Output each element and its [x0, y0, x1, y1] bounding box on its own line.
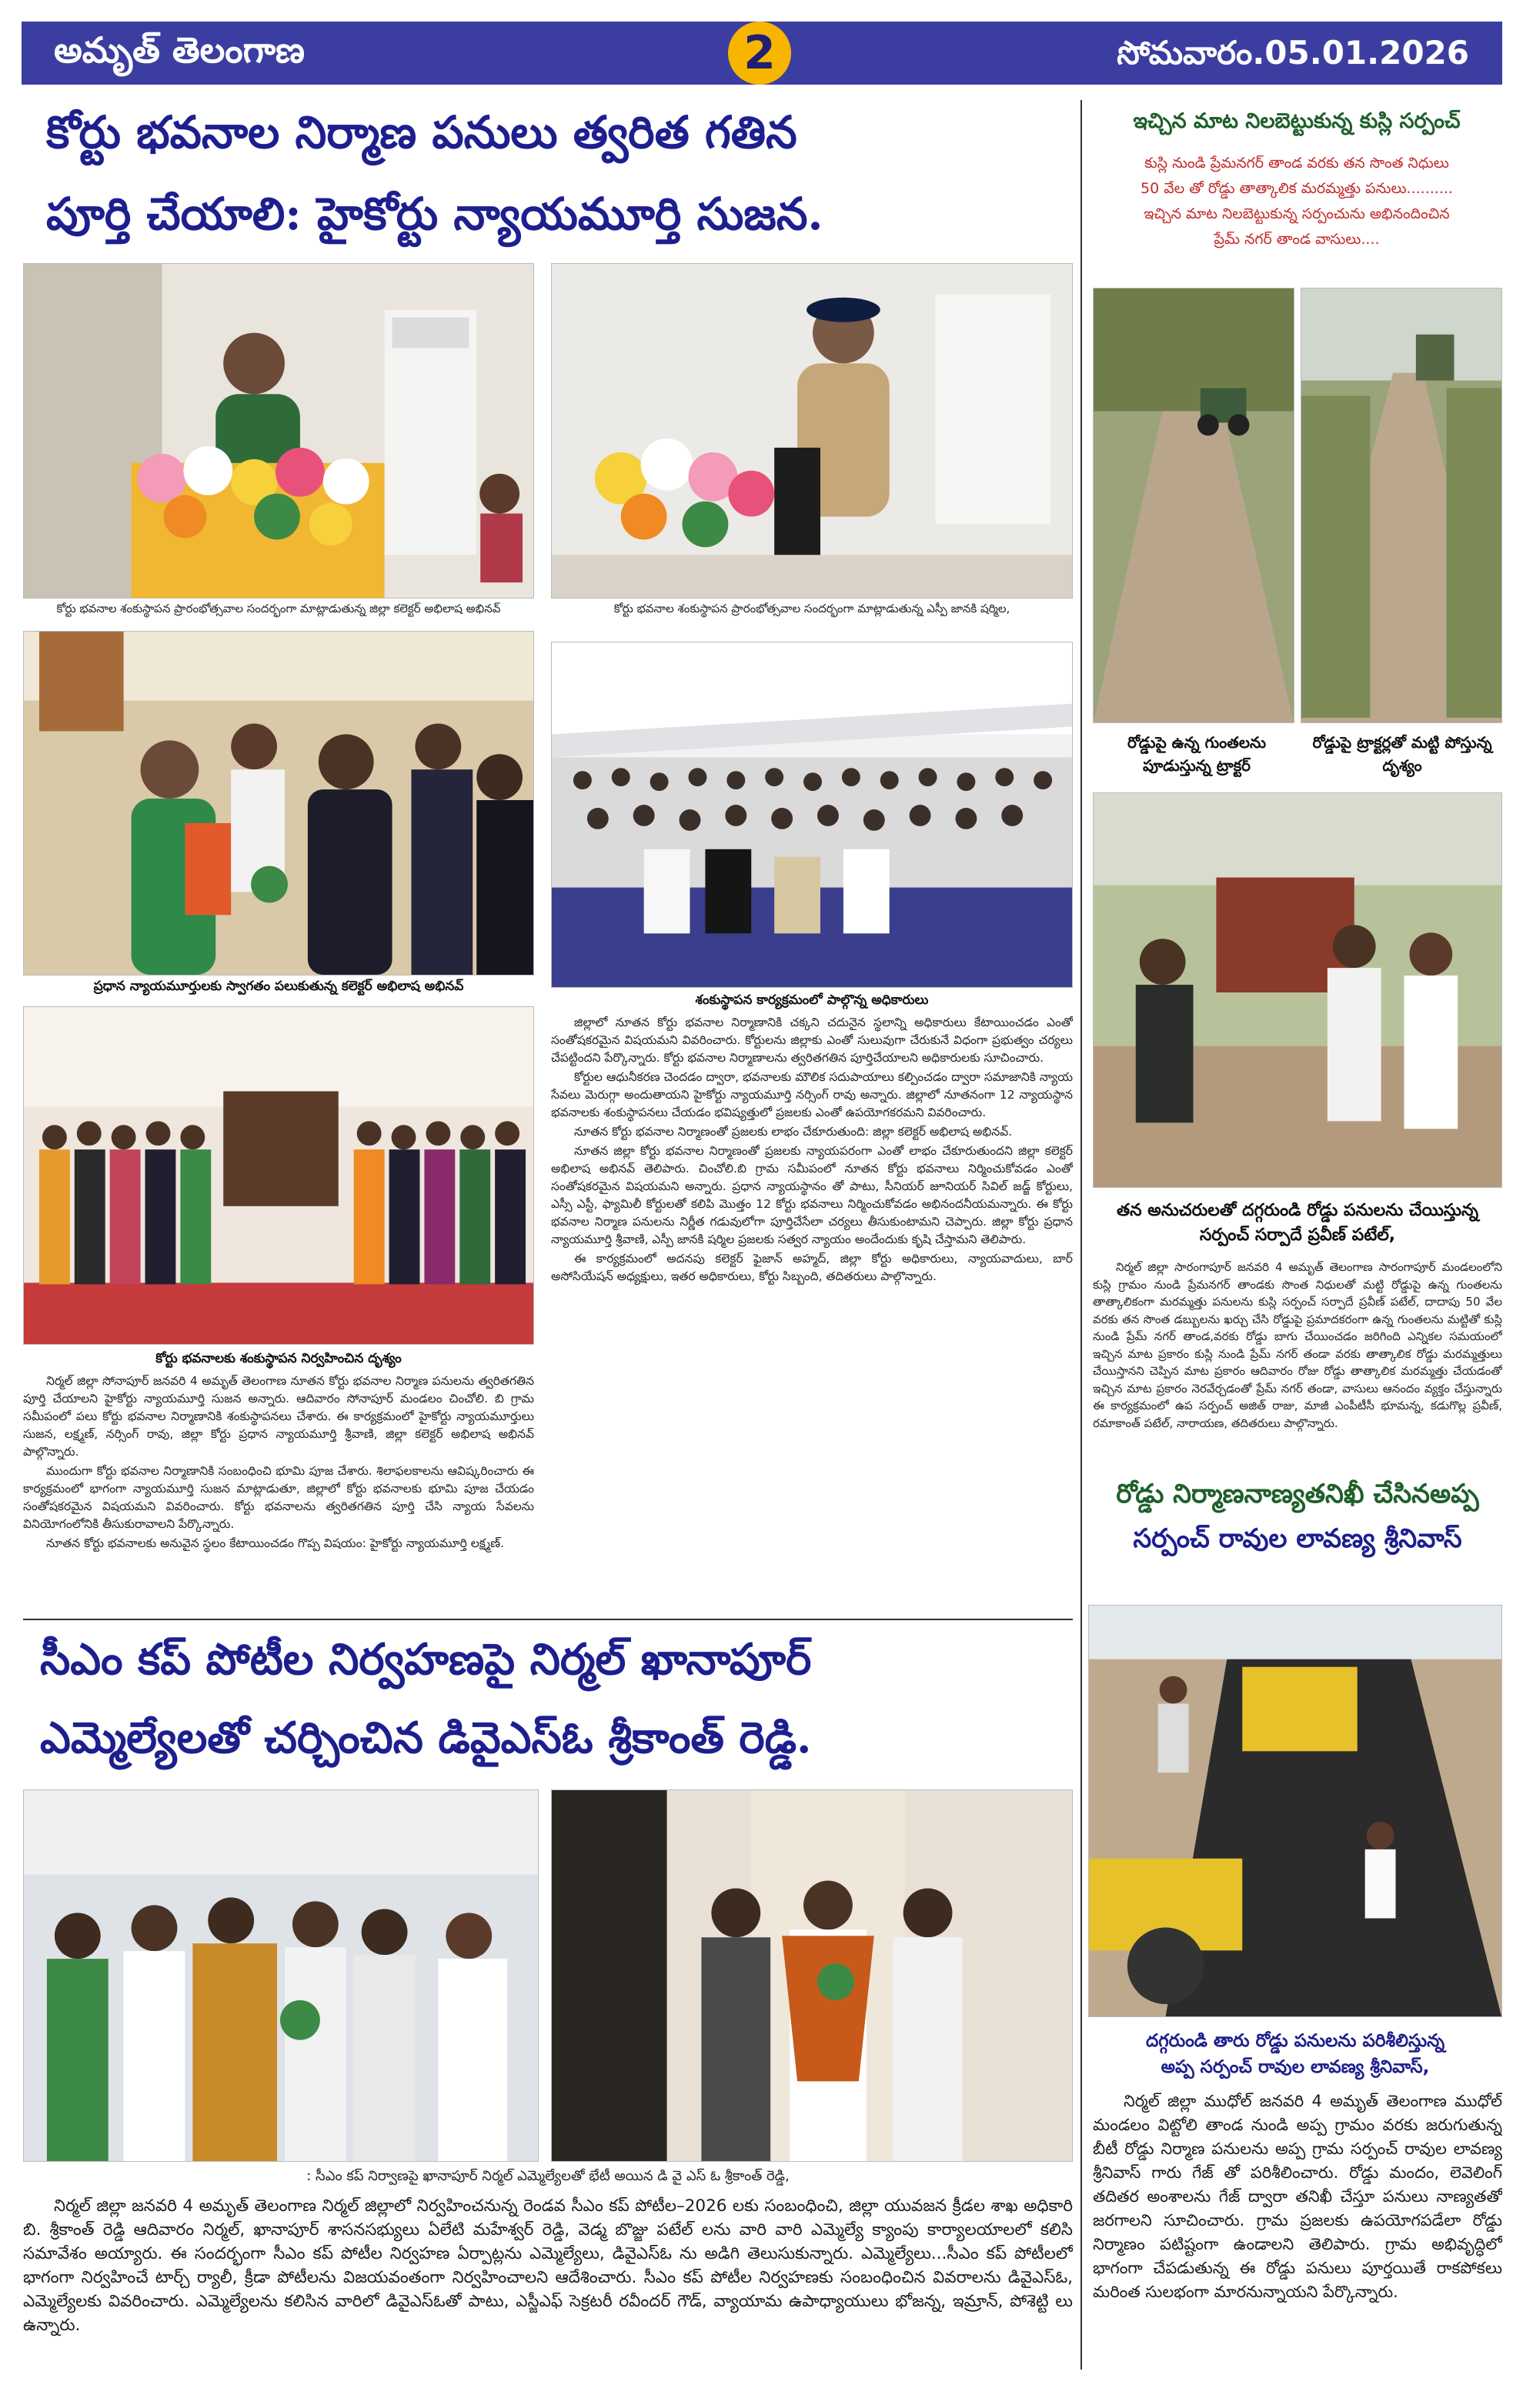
- court-headline-line2: పూర్తి చేయాలి: హైకోర్టు న్యాయమూర్తి సుజన.: [46, 188, 823, 240]
- caption-road-line1: దగ్గరుండి తారు రోడ్డు పనులను పరిశీలిస్తున్న: [1145, 2031, 1445, 2051]
- court-para-8: ఈ కార్యక్రమంలో అదనపు కలెక్టర్ ఫైజాన్ అహ్మద్, జిల్లా కోర్టు అధికారులు, న్యాయవాదులు, బార్ అసోసియేషన్ అధ్యక్షులు, ఇతర అధికారులు, కోర్టు సిబ్బంది, తదితరులు పాల్గొన్నారు.: [551, 1252, 1073, 1283]
- caption-photo-ceremony: కోర్టు భవనాలకు శంకుస్థాపన నిర్వహించిన దృశ్యం: [155, 1351, 402, 1366]
- sarpanch-red-summary: [1093, 151, 1501, 252]
- photo-sp-speaking: [551, 263, 1073, 599]
- photo-sarpanch-group: [1093, 792, 1502, 1188]
- photo-cmcup-nirmal: [551, 1789, 1073, 2162]
- red-line-3: ఇచ్చిన మాట నిలబెట్టుకున్న సర్పంచును అభినందించిన: [1144, 205, 1450, 222]
- court-body-right: [551, 1014, 1073, 1609]
- sarpanch-headline: ఇచ్చిన మాట నిలబెట్టుకున్న కుస్లి సర్పంచ్: [1133, 109, 1461, 133]
- court-para-6: నూతన కోర్టు భవనాల నిర్మాణంతో ప్రజలకు లాభం చేకూరుతుంది: జిల్లా కలెక్టర్ అభిలాష అభినవ్.: [574, 1125, 1013, 1139]
- court-para-5: కోర్టుల ఆధునీకరణ చెందడం ద్వారా, భవనాలకు మౌలిక సదుపాయాలు కల్పించడం ద్వారా సమాజానికి న్యాయ సేవలు మెరుగ్గా అందుతాయని హైకోర్టు న్యాయమూర్తి నర్సింగ్ రావు అన్నారు. జిల్లాలో నూతనంగా 12 న్యాయస్థాన భవనాలకు శంకుస్థాపనలు చేయడం భవిష్యత్తులో ప్రజలకు ఎంతో ఉపయోగకరమని వివరించారు.: [551, 1070, 1073, 1119]
- court-body-left: [23, 1372, 534, 1609]
- caption-photo-officials: శంకుస్థాపన కార్యక్రమంలో పాల్గొన్న అధికారులు: [695, 992, 929, 1008]
- caption-sarpanch-group: తన అనుచరులతో దగ్గరుండి రోడ్డు పనులను చేయిస్తున్న సర్పంచ్ సర్పాదే ప్రవీణ్ పటేల్,: [1117, 1201, 1478, 1245]
- column-divider: [1080, 100, 1082, 2370]
- caption-cmcup: : సీఎం కప్ నిర్వాణపై ఖానాపూర్ నిర్మల్ ఎమ్మెల్యేలతో భేటీ అయిన డి వై ఎస్ ఓ శ్రీకాంత్ రెడ్డి,: [306, 2168, 790, 2184]
- court-para-4: జిల్లాలో నూతన కోర్టు భవనాల నిర్మాణానికి చక్కని చదునైన స్థలాన్ని అధికారులు కేటాయించడం ఎంతో సంతోషకరమైన విషయమని వివరించారు. కోర్టులను జిల్లాకు ఎంతో సులువుగా చేరుకునే విధంగా ప్రభుత్వం చర్యలు చేపట్టిందని పేర్కొన్నారు. కోర్టు భవనాల నిర్మాణాలను త్వరితగతిన పూర్తిచేయాలని అధికారులకు సూచించారు.: [551, 1016, 1073, 1065]
- caption-photo-sp: కోర్టు భవనాల శంకుస్థాపన ప్రారంభోత్సవాల సందర్భంగా మాట్లాడుతున్న ఎస్పీ జానకి షర్మిల,: [613, 602, 1010, 615]
- cmcup-body: [23, 2194, 1073, 2371]
- photo-collector-welcome: [23, 631, 534, 976]
- section-divider: [23, 1619, 1073, 1620]
- red-line-1: కుస్లి నుండి ప్రేమనగర్ తాండ వరకు తన సొంత నిధులు: [1144, 155, 1449, 172]
- photo-officials-audience: [551, 642, 1073, 988]
- court-headline-line1: కోర్టు భవనాల నిర్మాణ పనులు త్వరిత గతిన: [46, 106, 797, 158]
- road-headline-line2: సర్పంచ్ రావుల లావణ్య శ్రీనివాస్: [1133, 1523, 1462, 1554]
- photo-road-rollers: [1088, 1605, 1502, 2017]
- court-para-2: ముందుగా కోర్టు భవనాల నిర్మాణానికి సంబంధించి భూమి పూజ చేశారు. శిలాఫలకాలను ఆవిష్కరించారు ఈ కార్యక్రమంలో భాగంగా న్యాయమూర్తి సుజన మాట్లాడుతూ, జిల్లాలో కోర్టు భవనాలకు భూమి పూజ చేయడం సంతోషకరమైన విషయమని వివరించారు. కోర్టు భవనాలను త్వరితగతిన పూర్తి చేసి న్యాయ సేవలను వినియోగంలోనికి తీసుకురావాలని పేర్కొన్నారు.: [23, 1464, 534, 1531]
- paper-name: అమృత్ తెలంగాణ: [54, 29, 305, 71]
- road-body: [1093, 2089, 1502, 2373]
- photo-collector-speaking: [23, 263, 534, 599]
- road-headline-line1: రోడ్డు నిర్మాణనాణ్యతనిఖీ చేసినఅప్ప: [1116, 1479, 1479, 1509]
- photo-tractor-soil: [1301, 288, 1502, 723]
- photo-tractor-filling: [1093, 288, 1294, 723]
- road-para: నిర్మల్ జిల్లా ముధోల్ జనవరి 4 అమృత్ తెలంగాణ ముధోల్ మండలం విట్టోలి తాండ నుండి అప్ప గ్రామం వరకు జరుగుతున్న బీటీ రోడ్డు నిర్మాణ పనులను అప్ప గ్రామ సర్పంచ్ రావుల లావణ్య శ్రీనివాస్ గారు గేజ్ తో పరిశీలించారు. రోడ్డు మందం, లెవెలింగ్ తదితర అంశాలను గేజ్ ద్వారా తనిఖీ చేస్తూ పనులు నాణ్యతతో జరగాలని సూచించారు. గ్రామ ప్రజలకు ఉపయోగపడేలా రోడ్డు నిర్మాణం పటిష్టంగా ఉండాలని తెలిపారు. గ్రామ అభివృద్ధిలో భాగంగా చేపడుతున్న ఈ రోడ్డు పనులు పూర్తయితే రాకపోకలు మరింత సులభంగా మారనున్నాయని పేర్కొన్నారు.: [1093, 2092, 1502, 2301]
- photo-cmcup-khanapur: [23, 1789, 539, 2162]
- cmcup-headline-line1: సీఎం కప్ పోటీల నిర్వహణపై నిర్మల్ ఖానాపూర్: [40, 1634, 812, 1685]
- caption-tractor-left: రోడ్డుపై ఉన్న గుంతలను పూడుస్తున్న ట్రాక్టర్: [1127, 733, 1266, 775]
- caption-photo-welcome: ప్రధాన న్యాయమూర్తులకు స్వాగతం పలుకుతున్న కలెక్టర్ అభిలాష అభినవ్: [93, 979, 464, 994]
- caption-tractor-right: రోడ్డుపై ట్రాక్టర్లతో మట్టి పోస్తున్న దృశ్యం: [1312, 733, 1492, 775]
- caption-road-inspection: [1088, 2028, 1502, 2080]
- caption-photo-collector: కోర్టు భవనాల శంకుస్థాపన ప్రారంభోత్సవాల సందర్భంగా మాట్లాడుతున్న జిల్లా కలెక్టర్ అభిలాష అభినవ్: [56, 602, 501, 615]
- red-line-2: 50 వేల తో రోడ్డు తాత్కాలిక మరమ్మత్తు పనులు..........: [1141, 180, 1453, 197]
- sarpanch-body: [1093, 1259, 1502, 1471]
- page-number-badge: 2: [728, 22, 791, 85]
- court-para-7: నూతన జిల్లా కోర్టు భవనాల నిర్మాణంతో ప్రజలకు న్యాయపరంగా ఎంతో లాభం చేకూరుతుందని జిల్లా కలెక్టర్ అభిలాష అభినవ్ తెలిపారు. చించోలి.బి గ్రామ సమీపంలో నూతన కోర్టు భవనాలు నిర్మించుకోవడం ఎంతో సంతోషకరమైన విషయమని అన్నారు. ప్రధాన న్యాయస్థానం తో పాటు, సీనియర్ జూనియర్ సివిల్ జడ్జ్ కోర్టులు, ఎస్సీ ఎస్టీ, ఫ్యామిలీ కోర్టులతో కలిపి మొత్తం 12 కోర్టు భవనాలు నిర్మించుకోవడం అభినందనీయమన్నారు. ఈ కోర్టు భవనాల నిర్మాణ పనులను నిర్ణీత గడువులోగా పూర్తిచేసేలా చర్యలు తీసుకుంటామని చెప్పారు. జిల్లా కోర్టు ప్రధాన న్యాయమూర్తి శ్రీవాణి, ఎస్పీ జానకి షర్మిల ప్రజలకు సత్వర న్యాయం అందేందుకు కృషి చేస్తామని తెలిపారు.: [551, 1144, 1073, 1246]
- cmcup-headline-line2: ఎమ్మెల్యేలతో చర్చించిన డివైఎస్ఓ శ్రీకాంత్ రెడ్డి.: [40, 1713, 812, 1763]
- red-line-4: ప్రేమ్ నగర్ తాండ వాసులు....: [1214, 231, 1380, 248]
- photo-foundation-ceremony: [23, 1006, 534, 1345]
- sarpanch-para: నిర్మల్ జిల్లా సారంగాపూర్ జనవరి 4 అమృత్ తెలంగాణ సారంగాపూర్ మండలంలోని కుస్లి గ్రామం నుండి ప్రేమనగర్ తాండకు సొంత నిధులతో మట్టి రోడ్డుపై ఉన్న గుంతలను తాత్కాలికంగా మరమ్మత్తు పనులను కుస్లి సర్పంచ్ సర్పాదే ప్రవీణ్ పటేల్, దాదాపు 50 వేల వరకు తన సొంత డబ్బులను ఖర్చు చేసి రోడ్డుపై ప్రమాదకరంగా ఉన్న గుంతలను మట్టితో కుస్లి నుండి ప్రేమ్ నగర్ తాండ,వరకు రోడ్డు బాగు చేయించడం జరిగింది ఎన్నికల సమయంలో ఇచ్చిన మాట ప్రకారం కుస్లి నుండి ప్రేమ్ నగర్ తండా వరకు తాత్కాలిక రోడ్డు మరమ్మత్తులు చేయిస్తానని చెప్పిన మాట ప్రకారం ఆదివారం రోజు రోడ్డు తాత్కాలిక మరమ్మత్తు చేయడంతో ఇచ్చిన మాట ప్రకారం నెరవేర్చడంతో ప్రేమ్ నగర్ తండా, వాసులు ఆనందం వ్యక్తం చేస్తున్నారు ఈ కార్యక్రమంలో ఉప సర్పంచ్ అజిత్ రాజు, మాజీ ఎంపీటీసీ భూమన్న, కడుగొల్ల ప్రవీణ్, రమాకాంత్ పటేల్, నారాయణ, తదితరులు పాల్గొన్నారు.: [1093, 1260, 1502, 1430]
- court-para-1: నిర్మల్ జిల్లా సోనాపూర్ జనవరి 4 అమృత్ తెలంగాణ నూతన కోర్టు భవనాల నిర్మాణ పనులను త్వరితగతిన పూర్తి చేయాలని హైకోర్టు న్యాయమూర్తి సుజన అన్నారు. ఆదివారం సోనాపూర్ మండలం చించోలి. బి గ్రామ సమీపంలో పలు కోర్టు భవనాల నిర్మాణానికి శంకుస్థాపనలు చేశారు. ఈ కార్యక్రమంలో హైకోర్టు న్యాయమూర్తులు సుజన, లక్ష్మణ్, నర్సింగ్ రావు, జిల్లా కోర్టు ప్రధాన న్యాయమూర్తి శ్రీవాణి, జిల్లా కలెక్టర్ అభిలాష అభినవ్ పాల్గొన్నారు.: [23, 1374, 534, 1459]
- caption-road-line2: అప్ప సర్పంచ్ రావుల లావణ్య శ్రీనివాస్,: [1161, 2057, 1430, 2077]
- cmcup-para: నిర్మల్ జిల్లా జనవరి 4 అమృత్ తెలంగాణ నిర్మల్ జిల్లాలో నిర్వహించనున్న రెండవ సీఎం కప్ పోటీల–2026 లకు సంబంధించి, జిల్లా యువజన క్రీడల శాఖ అధికారి బి. శ్రీకాంత్ రెడ్డి ఆదివారం నిర్మల్, ఖానాపూర్ శాసనసభ్యులు ఏలేటి మహేశ్వర్ రెడ్డి, వెడ్మ బొజ్జు పటేల్ లను వారి వారి ఎమ్మెల్యే క్యాంపు కార్యాలయాలలో కలిసి సమావేశం అయ్యారు. ఈ సందర్భంగా సీఎం కప్ పోటీల నిర్వహణ ఏర్పాట్లను ఎమ్మెల్యేలు, డివైఎస్ఓ ను అడిగి తెలుసుకున్నారు. ఎమ్మెల్యేలు...సీఎం కప్ పోటీలలో భాగంగా నిర్వహించే టార్చ్ ర్యాలీ, క్రీడా పోటీలను విజయవంతంగా నిర్వహించాలని ఆదేశించారు. సీఎం కప్ పోటీల నిర్వహణకు సంబంధించిన వివరాలను డివైఎస్ఓ, ఎమ్మెల్యేలకు వివరించారు. ఎమ్మెల్యేలను కలిసిన వారిలో డివైఎస్ఓతో పాటు, ఎస్జీఎఫ్ సెక్రటరీ రవీందర్ గౌడ్, వ్యాయామ ఉపాధ్యాయులు భోజన్న, ఇమ్రాన్, పోశెట్టి లు ఉన్నారు.: [23, 2196, 1073, 2335]
- issue-date: సోమవారం.05.01.2026: [1117, 34, 1469, 72]
- court-para-3: నూతన కోర్టు భవనాలకు అనువైన స్థలం కేటాయించడం గొప్ప విషయం: హైకోర్టు న్యాయమూర్తి లక్ష్మణ్.: [46, 1536, 505, 1550]
